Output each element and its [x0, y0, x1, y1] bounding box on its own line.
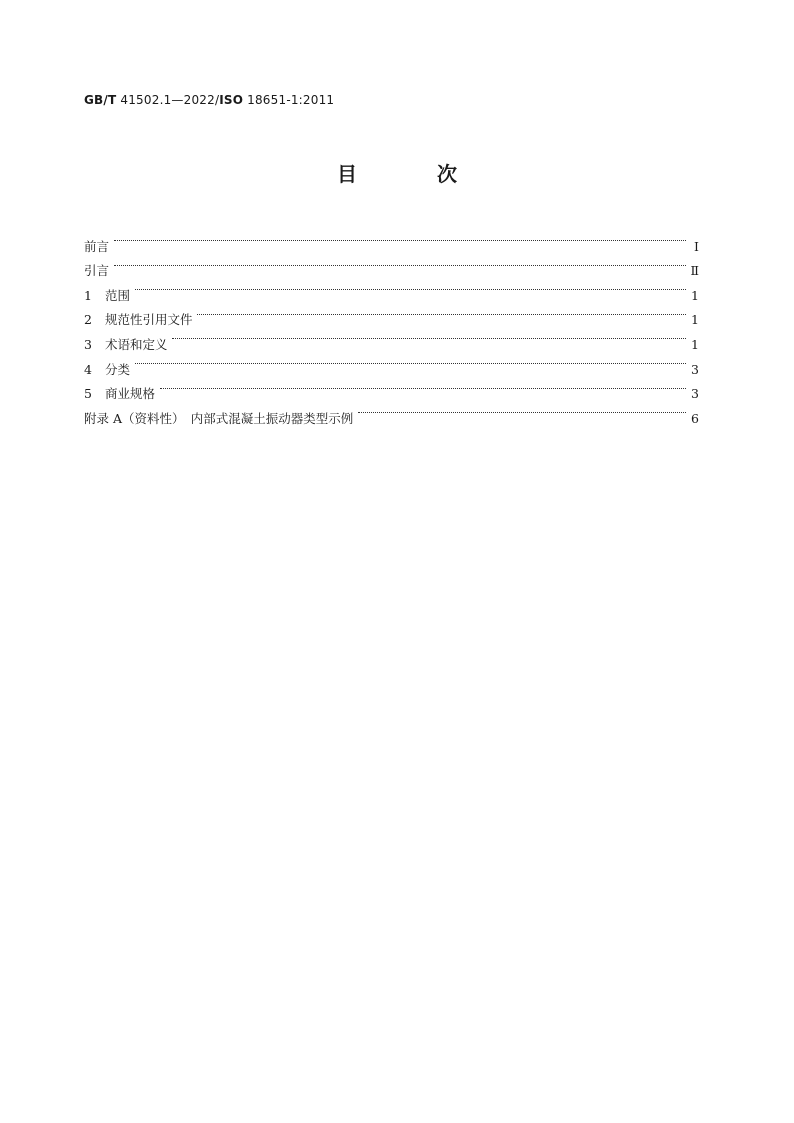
toc-entry-label: 范围 — [104, 287, 130, 303]
toc-dot-leader — [172, 324, 686, 349]
toc-dot-leader — [135, 275, 686, 300]
standard-code: GB/T — [84, 93, 117, 107]
toc-entry-label: 分类 — [104, 361, 130, 377]
toc-entry-label: 前言 — [84, 238, 110, 254]
toc-entry-page: 3 — [691, 361, 699, 377]
toc-entry-page: 1 — [691, 336, 699, 352]
toc-entry-label: 术语和定义 — [104, 336, 168, 352]
toc-entry-label: 引言 — [84, 263, 110, 279]
toc-entry-label: 商业规格 — [104, 386, 155, 402]
toc-dot-leader — [135, 349, 686, 374]
iso-number: 18651-1:2011 — [247, 93, 335, 107]
toc-entry-page: 3 — [691, 386, 699, 402]
toc-entry-page: 1 — [691, 287, 699, 303]
toc-entry-introduction[interactable] — [84, 251, 699, 279]
toc-entry-number: 4 — [84, 361, 92, 377]
toc-entry-page: Ⅰ — [694, 238, 699, 254]
toc-entry-number: 2 — [84, 312, 92, 328]
toc-title: 目 次 — [337, 162, 487, 186]
toc-dot-leader — [358, 398, 686, 423]
toc-entry-foreword[interactable] — [84, 226, 699, 254]
toc-entry-classification[interactable] — [84, 349, 699, 377]
toc-dot-leader — [114, 251, 685, 276]
toc-dot-leader — [114, 226, 686, 251]
toc-entry-normative-references[interactable] — [84, 300, 699, 328]
toc-entry-page: 1 — [691, 312, 699, 328]
toc-entry-annex-a[interactable] — [84, 398, 699, 426]
toc-entry-number: 1 — [84, 287, 92, 303]
standard-header — [84, 93, 334, 107]
toc-entry-label: 附录 A（资料性） 内部式混凝土振动器类型示例 — [84, 410, 354, 426]
toc-entry-commercial-specifications[interactable] — [84, 374, 699, 402]
toc-entry-page: 6 — [691, 410, 699, 426]
iso-prefix: ISO — [219, 93, 244, 107]
toc-entry-scope[interactable] — [84, 275, 699, 303]
table-of-contents — [84, 226, 699, 426]
toc-dot-leader — [160, 374, 686, 399]
toc-entry-page: Ⅱ — [690, 263, 699, 279]
toc-entry-number: 5 — [84, 386, 92, 402]
toc-dot-leader — [197, 300, 686, 325]
toc-entry-label: 规范性引用文件 — [104, 312, 193, 328]
standard-number: 41502.1—2022/ — [120, 93, 220, 107]
toc-entry-number: 3 — [84, 336, 92, 352]
toc-entry-terms-definitions[interactable] — [84, 324, 699, 352]
